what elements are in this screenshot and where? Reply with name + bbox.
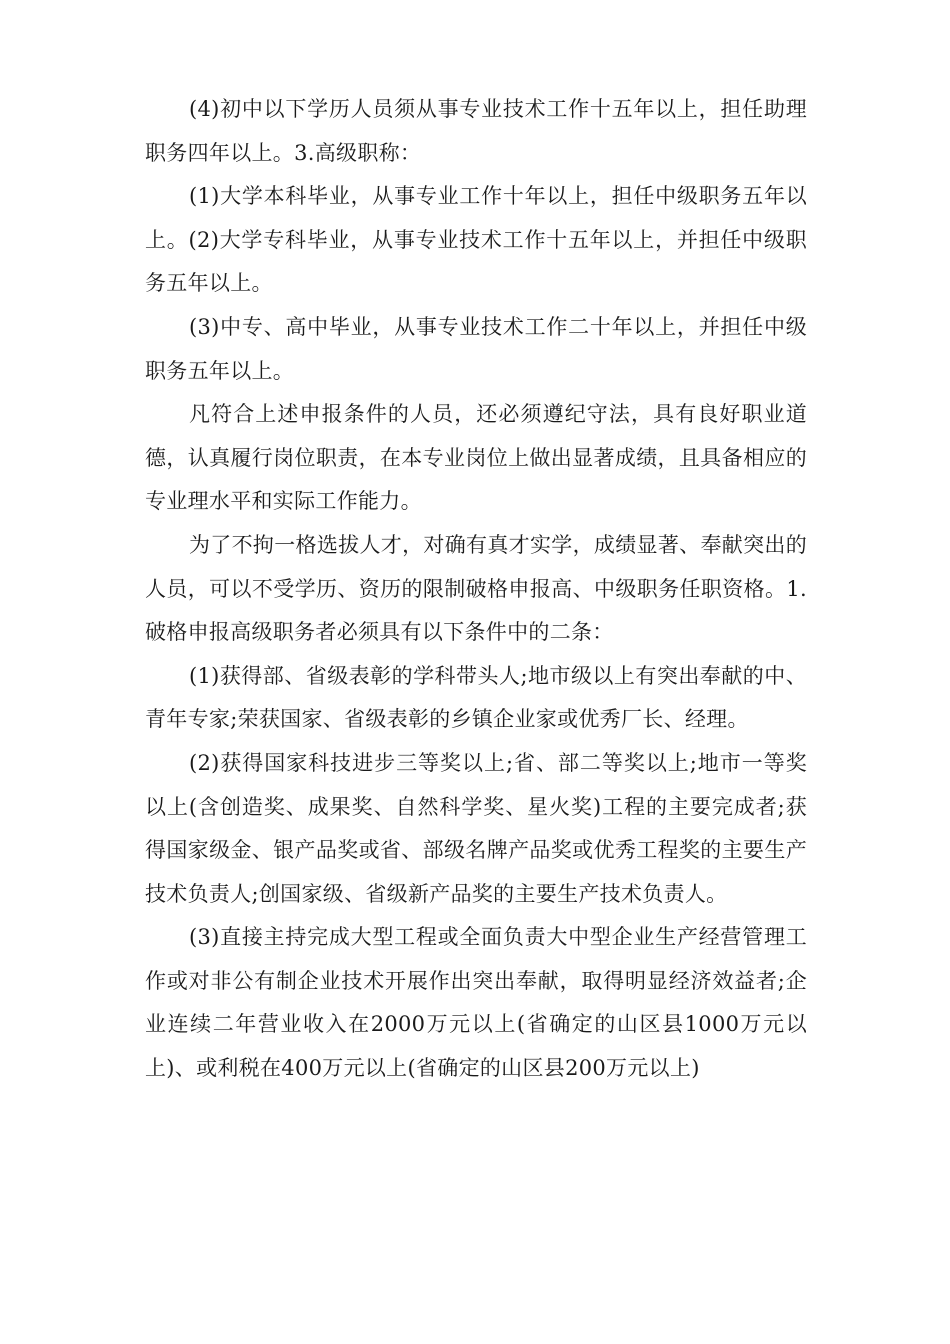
paragraph-exceptional-item-1: (1)获得部、省级表彰的学科带头人;地市级以上有突出奉献的中、青年专家;荣获国家、省级表彰的乡镇企业家或优秀厂长、经理。: [145, 663, 807, 732]
paragraph-exceptional-item-3: (3)直接主持完成大型工程或全面负责大中型企业生产经营管理工作或对非公有制企业技术开展作出突出奉献，取得明显经济效益者;企业连续二年营业收入在2000万元以上(省确定的山区县1000万元以上)、或利税在400万元以上(省确定的山区县200万元以上): [145, 925, 807, 1081]
paragraph-intermediate-item-4: (4)初中以下学历人员须从事专业技术工作十五年以上，担任助理职务四年以上。3.高级职称：: [145, 97, 807, 165]
paragraph-senior-items-1-2: (1)大学本科毕业，从事专业工作十年以上，担任中级职务五年以上。(2)大学专科毕业，从事专业技术工作十五年以上，并担任中级职务五年以上。: [145, 184, 807, 296]
document-body: [145, 88, 807, 1091]
paragraph-exceptional-item-2: (2)获得国家科技进步三等奖以上;省、部二等奖以上;地市一等奖以上(含创造奖、成果奖、自然科学奖、星火奖)工程的主要完成者;获得国家级金、银产品奖或省、部级名牌产品奖或优秀工程奖的主要生产技术负责人;创国家级、省级新产品奖的主要生产技术负责人。: [145, 750, 807, 906]
paragraph-general-requirements: 凡符合上述申报条件的人员，还必须遵纪守法，具有良好职业道德，认真履行岗位职责，在本专业岗位上做出显著成绩，且具备相应的专业理水平和实际工作能力。: [145, 402, 807, 514]
paragraph-exceptional-promotion: 为了不拘一格选拔人才，对确有真才实学，成绩显著、奉献突出的人员，可以不受学历、资历的限制破格申报高、中级职务任职资格。1.破格申报高级职务者必须具有以下条件中的二条：: [145, 532, 807, 645]
paragraph-senior-item-3: (3)中专、高中毕业，从事专业技术工作二十年以上，并担任中级职务五年以上。: [145, 314, 807, 383]
